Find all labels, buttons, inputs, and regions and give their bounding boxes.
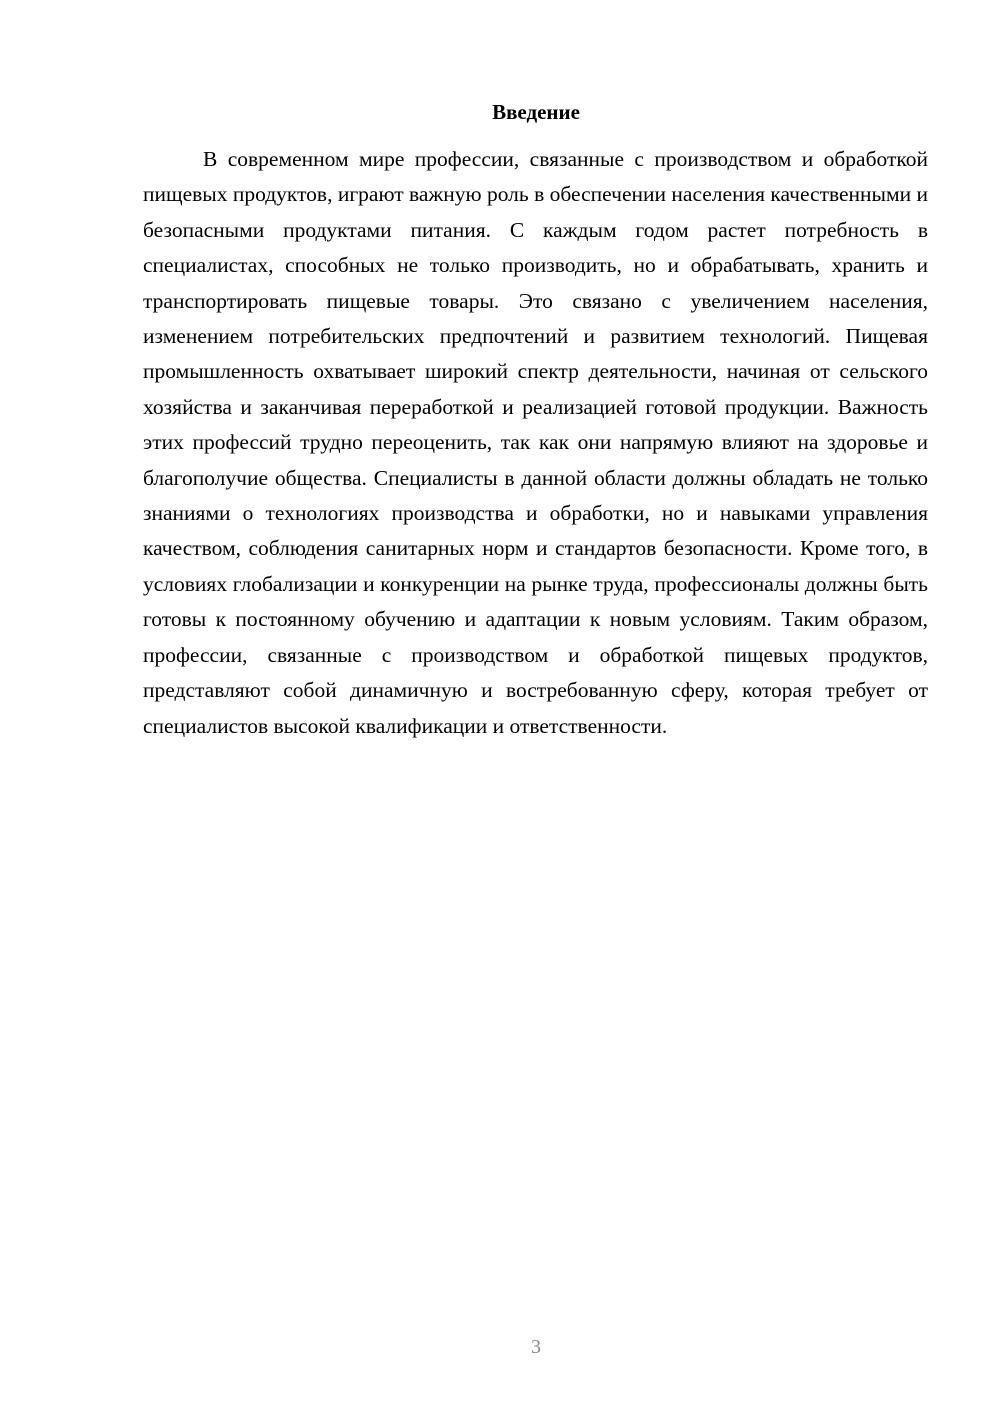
- section-heading: Введение: [492, 100, 580, 124]
- body-paragraph: В современном мире профессии, связанные с производством и обработкой пищевых продуктов, играют важную роль в обеспечении населения качественными и безопасными продуктами питания. С каждым годом растет потребность в специалистах, способных не только производить, но и обрабатывать, хранить и транспортировать пищевые товары. Это связано с увеличением населения, изменением потребительских предпочтений и развитием технологий. Пищевая промышленность охватывает широкий спектр деятельности, начиная от сельского хозяйства и заканчивая переработкой и реализацией готовой продукции. Важность этих профессий трудно переоценить, так как они напрямую влияют на здоровье и благополучие общества. Специалисты в данной области должны обладать не только знаниями о технологиях производства и обработки, но и навыками управления качеством, соблюдения санитарных норм и стандартов безопасности. Кроме того, в условиях глобализации и конкуренции на рынке труда, профессионалы должны быть готовы к постоянному обучению и адаптации к новым условиям. Таким образом, профессии, связанные с производством и обработкой пищевых продуктов, представляют собой динамичную и востребованную сферу, которая требует от специалистов высокой квалификации и ответственности.: [143, 147, 928, 738]
- page-number: 3: [531, 1336, 541, 1358]
